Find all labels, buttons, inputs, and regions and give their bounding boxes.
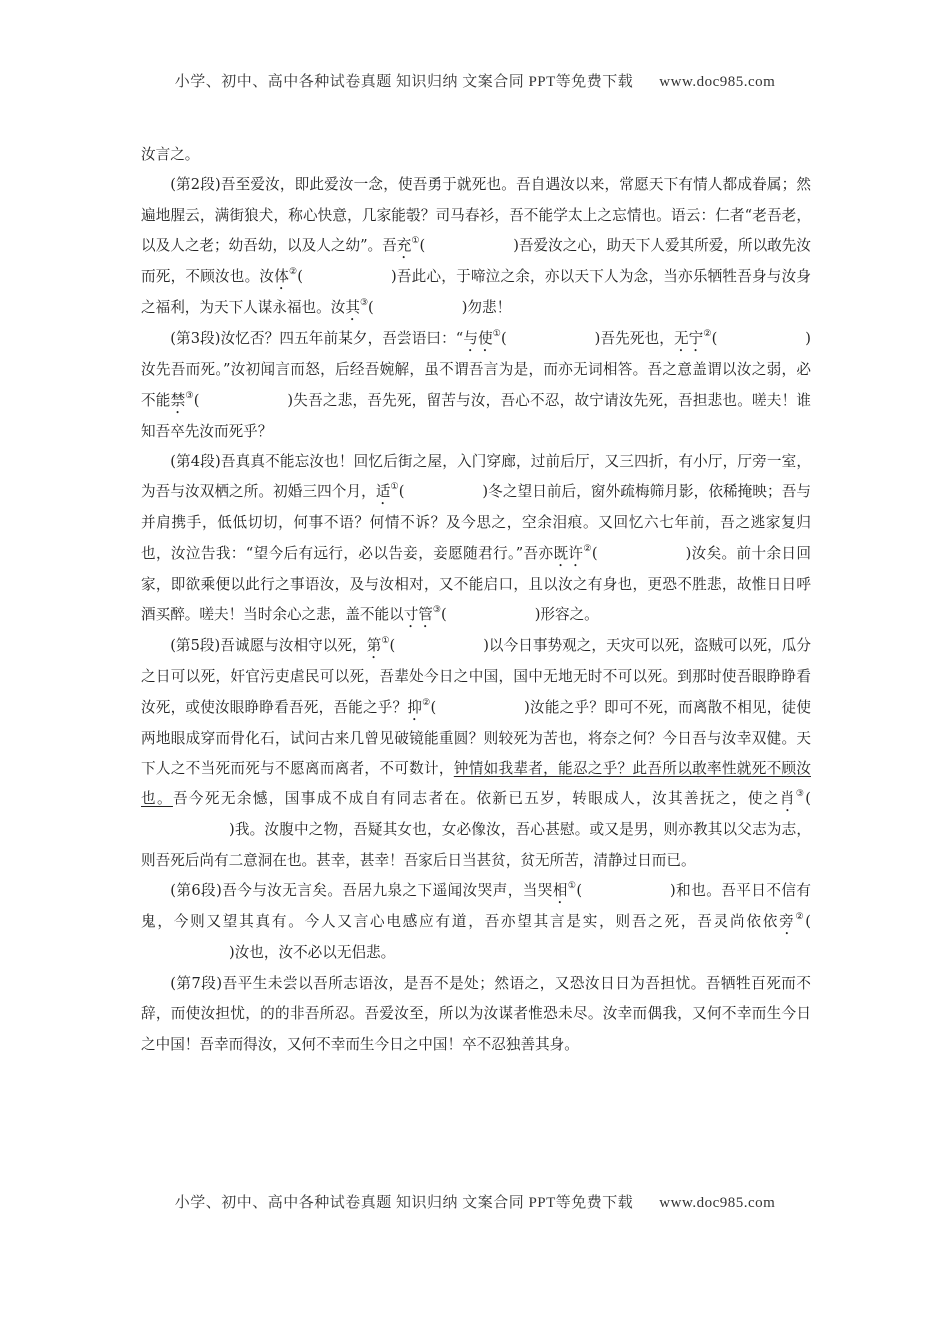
p2-paren-open-2: ( xyxy=(297,268,303,286)
p1-text: 汝言之。 xyxy=(141,146,200,163)
p5-text-f: 吾今死无余憾，国事成不成自有同志者在。依新已五岁，转眼成人，汝其善抚之，使之 xyxy=(172,790,780,808)
p6-text-e: )汝也，汝不必以无侣悲。 xyxy=(229,944,396,962)
page-header xyxy=(0,70,950,91)
p2-paren-open-3: ( xyxy=(368,299,374,317)
p6-marked-2: 旁 xyxy=(779,913,796,931)
p4-note-3: ③ xyxy=(432,605,441,616)
page-footer xyxy=(0,1191,950,1212)
footer-site: www.doc985.com xyxy=(659,1195,776,1211)
p3-paren-open-3: ( xyxy=(193,391,200,409)
p5-note-2: ② xyxy=(422,697,431,708)
p5-note-3: ③ xyxy=(795,789,806,800)
p5-text-h: )我。汝腹中之物，吾疑其女也，女必像汝，吾心甚慰。或又是男，则亦教其以父志为志，则吾死后尚有二意洞在也。甚幸，甚幸！吾家后日当甚贫，贫无所苦，清静过日而已。 xyxy=(141,821,811,869)
p3-note-3: ③ xyxy=(185,390,194,401)
p6-marked-1: 相 xyxy=(552,882,568,900)
p3-note-2: ② xyxy=(703,329,712,340)
p2-text-a: (第2段)吾至爱汝，即此爱汝一念，使吾勇于就死也。吾自遇汝以来，常愿天下有情人都成眷属；然遍地腥云，满街狼犬，称心快意，几家能彀？司马春衫，吾不能学太上之忘情也。语云：仁者“老吾老，以及人之老；幼吾幼，以及人之幼”。吾 xyxy=(141,176,811,255)
p5-marked-3: 肖 xyxy=(779,790,796,808)
p5-text-c: )以今日事势观之，天灾可以死，盗贼可以死，瓜分之日可以死，奸官污吏虐民可以死，吾辈处今日之中国，国中无地无时不可以死。到那时使吾眼睁睁看汝死，或使汝眼睁睁看吾死，吾能之乎？ xyxy=(141,637,811,716)
document-body xyxy=(141,140,811,1060)
p3-paren-open-2: ( xyxy=(711,330,718,348)
p6-paren-open-1: ( xyxy=(576,882,583,900)
p2-note-3: ③ xyxy=(359,298,369,309)
p4-marked-2: 既许 xyxy=(553,544,584,562)
p6-text-a: (第6段)吾今与汝无言矣。吾居九泉之下遥闻汝哭声，当哭 xyxy=(170,882,553,900)
p2-marked-3: 其 xyxy=(345,299,360,317)
header-site: www.doc985.com xyxy=(659,74,776,90)
p5-text-e: )汝能之乎？即可不死，而离散不相见，徒使两地眼成穿而骨化石，试问古来几曾见破镜能重圆？则较死为苦也，将奈之何？今日吾与汝幸双健。天下人之不当死而死与不愿离而离者，不可数计， xyxy=(141,698,811,778)
p3-marked-1: 与使 xyxy=(463,330,493,348)
p3-text-a: (第3段)汝忆否？四五年前某夕，吾尝语曰：“ xyxy=(170,330,464,348)
p4-note-2: ② xyxy=(583,543,592,554)
p5-paren-open-3: ( xyxy=(805,790,811,808)
p6-note-1: ① xyxy=(567,881,577,892)
p5-marked-2: 抑 xyxy=(407,698,423,716)
p4-marked-1: 适 xyxy=(375,483,391,501)
p2-paren-open-1: ( xyxy=(419,237,426,255)
p4-text-g: )形容之。 xyxy=(534,606,599,624)
p5-paren-open-1: ( xyxy=(389,637,396,655)
p4-note-1: ① xyxy=(390,482,399,493)
p5-underlined-sentence: 钟情如我辈者，能忍之乎？此吾所以敢率性就死不顾汝也。 xyxy=(141,760,811,808)
p5-marked-1: 第 xyxy=(366,637,382,655)
p3-note-1: ① xyxy=(492,329,501,340)
p2-text-g: )勿悲！ xyxy=(461,299,512,317)
p5-paren-open-2: ( xyxy=(430,698,437,716)
p4-text-c: )冬之望日前后，窗外疏梅筛月影，依稀掩映；吾与并肩携手，低低切切，何事不语？何情不诉？及今思之，空余泪痕。又回忆六七年前，吾之逃家复归也，汝泣告我：“望今后有远行，必以告妾，妾愿随君行。”吾亦 xyxy=(141,483,811,562)
p2-marked-2: 体 xyxy=(274,268,289,286)
paragraph-7 xyxy=(141,969,811,1060)
p4-paren-open-3: ( xyxy=(440,606,447,624)
p5-text-a: (第5段)吾诚愿与汝相守以死， xyxy=(170,637,367,655)
p3-text-e: )汝先吾而死。”汝初闻言而怒，后经吾婉解，虽不谓吾言为是，而亦无词相答。吾之意盖谓以汝之弱，必不能 xyxy=(141,330,811,409)
p2-note-2: ② xyxy=(289,267,298,278)
p6-paren-open-2: ( xyxy=(805,913,811,931)
p2-text-e: )吾此心，于啼泣之余，亦以天下人为念，当亦乐牺牲吾身与汝身之福利，为天下人谋永福也。汝 xyxy=(141,268,811,317)
paragraph-3 xyxy=(141,324,811,447)
header-text: 小学、初中、高中各种试卷真题 知识归纳 文案合同 PPT等免费下载 xyxy=(174,74,634,90)
p2-text-c: )吾爱汝之心，助天下人爱其所爱，所以敢先汝而死，不顾汝也。汝 xyxy=(141,237,811,286)
paragraph-5 xyxy=(141,631,811,876)
p2-marked-1: 充 xyxy=(396,237,412,255)
p4-marked-3: 寸管 xyxy=(403,606,433,624)
p6-text-c: )和也。吾平日不信有鬼，今则又望其真有。今人又言心电感应有道，吾亦望其言是实，则吾之死，吾灵尚依依 xyxy=(141,882,811,931)
footer-text: 小学、初中、高中各种试卷真题 知识归纳 文案合同 PPT等免费下载 xyxy=(174,1195,634,1211)
p2-note-1: ① xyxy=(411,236,420,247)
p4-paren-open-2: ( xyxy=(591,544,598,562)
p5-note-1: ① xyxy=(381,636,390,647)
paragraph-2 xyxy=(141,170,811,324)
paragraph-6 xyxy=(141,876,811,968)
p3-marked-3: 禁 xyxy=(170,391,186,409)
p4-paren-open-1: ( xyxy=(398,483,405,501)
p7-text: (第7段)吾平生未尝以吾所志语汝，是吾不是处；然语之，又恐汝日日为吾担忧。吾牺牲百死而不辞，而使汝担忧，的的非吾所忍。吾爱汝至，所以为汝谋者惟恐未尽。汝幸而偶我，又何不幸而生今日之中国！吾幸而得汝，又何不幸而生今日之中国！卒不忍独善其身。 xyxy=(141,974,811,1053)
p3-marked-2: 无宁 xyxy=(673,330,704,348)
p4-text-e: )汝矣。前十余日回家，即欲乘便以此行之事语汝，及与汝相对，又不能启口，且以汝之有身也，更恐不胜悲，故惟日日呼酒买醉。嗟夫！当时余心之悲，盖不能以 xyxy=(141,544,811,624)
paragraph-4 xyxy=(141,447,811,631)
paragraph-1 xyxy=(141,140,811,170)
p3-text-g: )失吾之悲，吾先死，留苦与汝，吾心不忍，故宁请汝先死，吾担悲也。嗟夫！谁知吾卒先汝而死乎？ xyxy=(141,391,811,440)
p6-note-2: ② xyxy=(795,912,806,923)
p4-text-a: (第4段)吾真真不能忘汝也！回忆后街之屋，入门穿廊，过前后厅，又三四折，有小厅，厅旁一室，为吾与汝双栖之所。初婚三四个月， xyxy=(141,453,811,501)
p3-paren-open-1: ( xyxy=(500,330,507,348)
p3-text-c: )吾先死也， xyxy=(594,330,674,348)
